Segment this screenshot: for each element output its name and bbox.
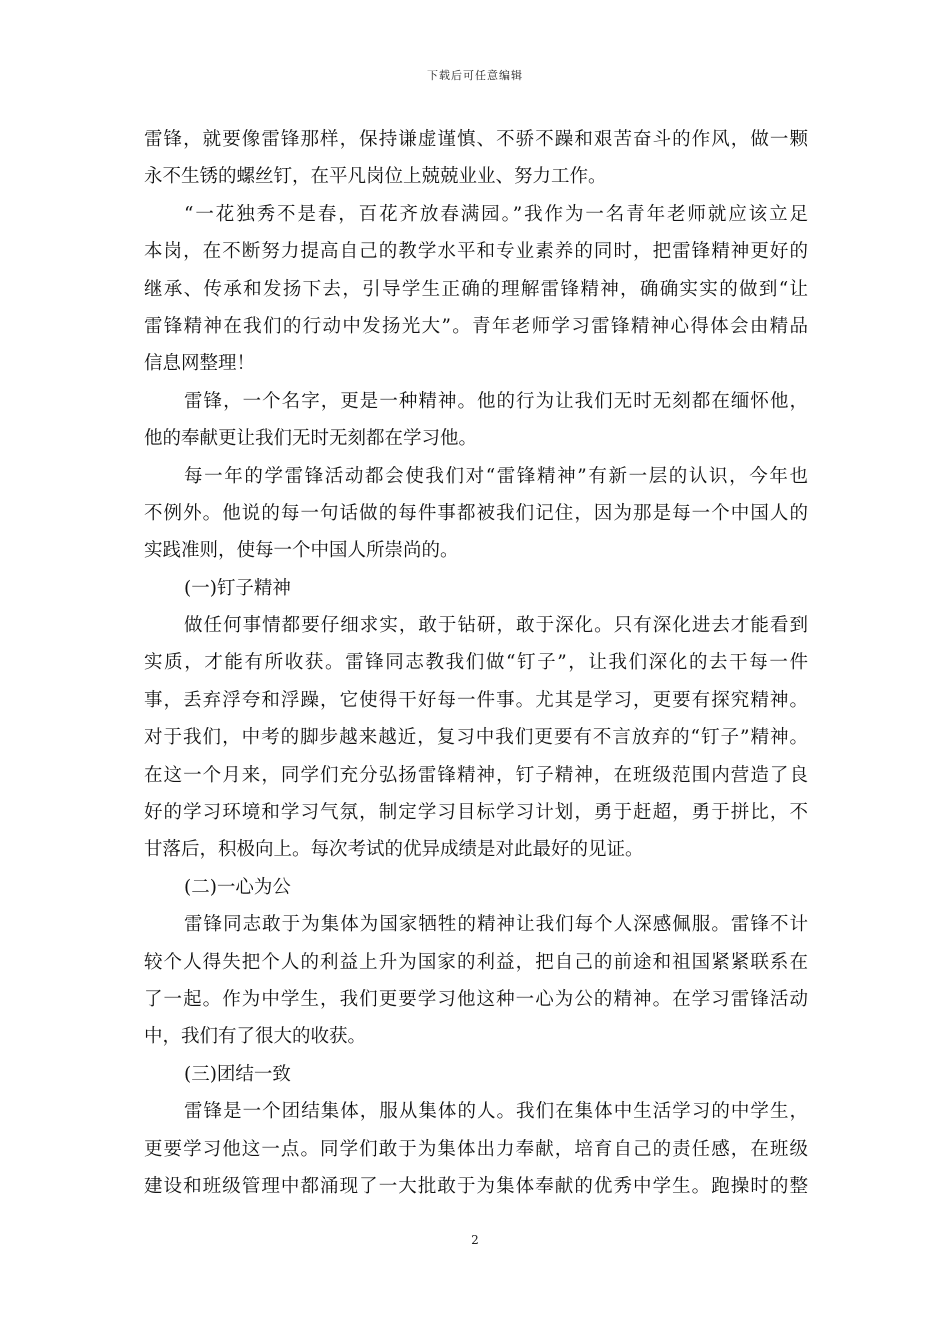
text-line: 永不生锈的螺丝钉，在平凡岗位上兢兢业业、努力工作。	[144, 166, 607, 188]
text-line: “一花独秀不是春，百花齐放春满园。”我作为一名青年老师就应该立足	[184, 203, 808, 225]
text-line: 实践准则，使每一个中国人所崇尚的。	[144, 540, 459, 562]
text-line: 继承、传承和发扬下去，引导学生正确的理解雷锋精神，确确实实的做到“让	[144, 278, 808, 300]
page-number: 2	[471, 1233, 479, 1247]
text-line: 雷锋同志敢于为集体为国家牺牲的精神让我们每个人深感佩服。雷锋不计	[184, 914, 808, 936]
text-line: 做任何事情都要仔细求实，敢于钻研，敢于深化。只有深化进去才能看到	[184, 615, 808, 637]
text-line: 实质，才能有所收获。雷锋同志教我们做“钉子”，让我们深化的去干每一件	[144, 652, 808, 674]
text-line: 了一起。作为中学生，我们更要学习他这种一心为公的精神。在学习雷锋活动	[144, 988, 808, 1010]
document-body	[144, 121, 808, 1205]
text-line: 中，我们有了很大的收获。	[144, 1026, 367, 1048]
text-line: (一)钉子精神	[184, 577, 291, 599]
text-line: 更要学习他这一点。同学们敢于为集体出力奉献，培育自己的责任感，在班级	[144, 1138, 808, 1160]
text-line: 信息网整理！	[144, 353, 256, 375]
text-line: 对于我们，中考的脚步越来越近，复习中我们更要有不言放弃的“钉子”精神。	[144, 727, 808, 749]
text-line: 雷锋精神在我们的行动中发扬光大”。青年老师学习雷锋精神心得体会由精品	[144, 315, 808, 337]
text-line: 好的学习环境和学习气氛，制定学习目标学习计划，勇于赶超，勇于拼比，不	[144, 802, 808, 824]
text-line: 本岗，在不断努力提高自己的教学水平和专业素养的同时，把雷锋精神更好的	[144, 241, 808, 263]
text-line: 雷锋，一个名字，更是一种精神。他的行为让我们无时无刻都在缅怀他，	[184, 390, 808, 412]
text-line: (二)一心为公	[184, 876, 291, 898]
text-line: 雷锋是一个团结集体，服从集体的人。我们在集体中生活学习的中学生，	[184, 1101, 808, 1123]
page-header: 下载后可任意编辑	[427, 69, 523, 82]
text-line: 甘落后，积极向上。每次考试的优异成绩是对此最好的见证。	[144, 839, 644, 861]
text-line: 不例外。他说的每一句话做的每件事都被我们记住，因为那是每一个中国人的	[144, 502, 808, 524]
text-line: 较个人得失把个人的利益上升为国家的利益，把自己的前途和祖国紧紧联系在	[144, 951, 808, 973]
text-line: 建设和班级管理中都涌现了一大批敢于为集体奉献的优秀中学生。跑操时的整	[144, 1175, 808, 1197]
text-line: (三)团结一致	[184, 1063, 291, 1085]
text-line: 他的奉献更让我们无时无刻都在学习他。	[144, 428, 478, 450]
text-line: 事，丢弃浮夸和浮躁，它使得干好每一件事。尤其是学习，更要有探究精神。	[144, 689, 808, 711]
text-line: 每一年的学雷锋活动都会使我们对“雷锋精神”有新一层的认识，今年也	[184, 465, 808, 487]
text-line: 雷锋，就要像雷锋那样，保持谦虚谨慎、不骄不躁和艰苦奋斗的作风，做一颗	[144, 129, 808, 150]
text-line: 在这一个月来，同学们充分弘扬雷锋精神，钉子精神，在班级范围内营造了良	[144, 764, 808, 786]
